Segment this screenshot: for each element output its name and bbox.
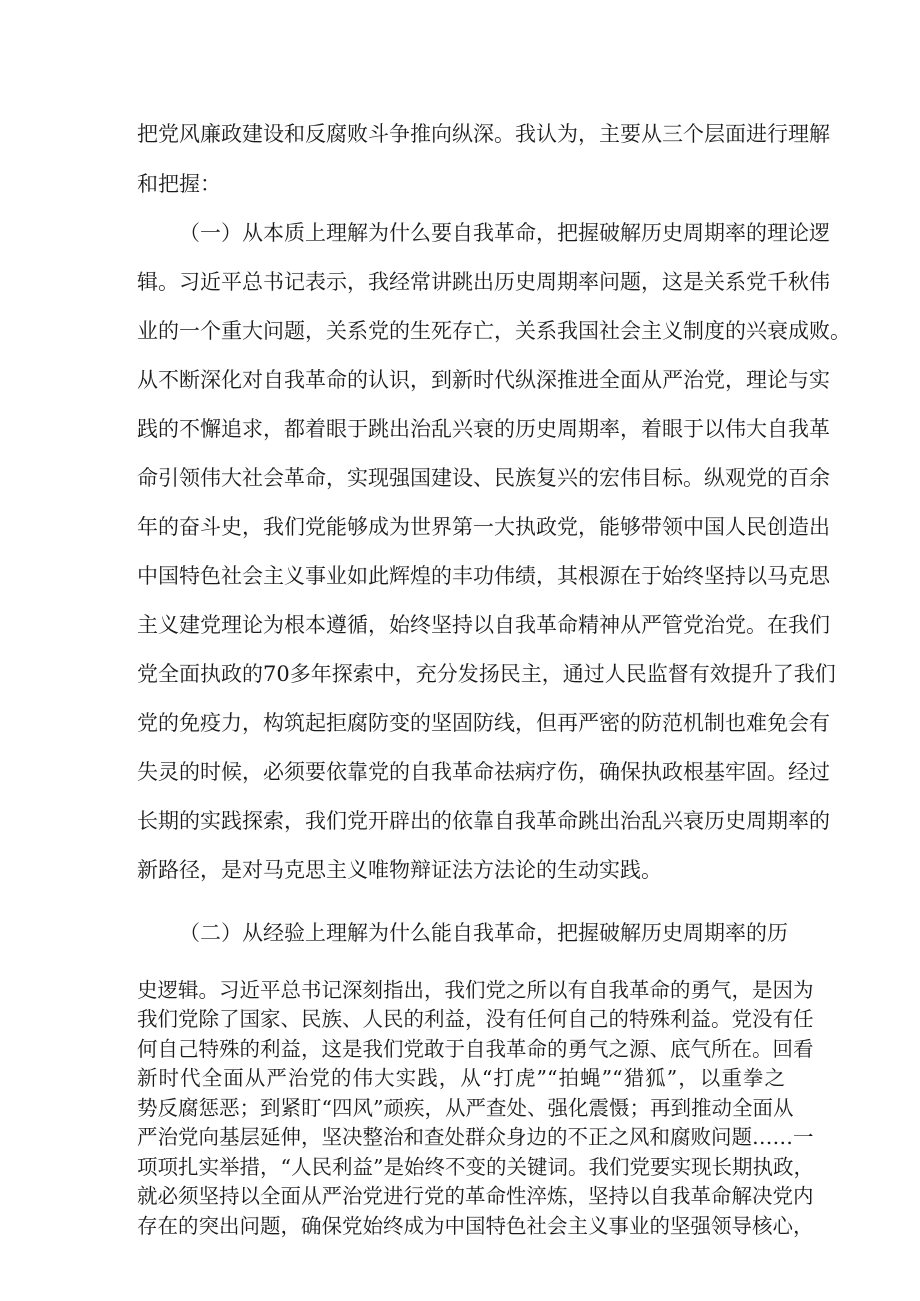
text-line: 党的免疫力，构筑起拒腐防变的坚固防线，但再严密的防范机制也难免会有 xyxy=(137,711,830,735)
text-line: 新时代全面从严治党的伟大实践，从“打虎”“拍蝇”“猎狐”，以重拳之 xyxy=(137,1066,785,1090)
text-line: 把党风廉政建设和反腐败斗争推向纵深。我认为，主要从三个层面进行理解 xyxy=(137,122,830,146)
text-line: 年的奋斗史，我们党能够成为世界第一大执政党，能够带领中国人民创造出 xyxy=(137,515,830,539)
text-line: 命引领伟大社会革命，实现强国建设、民族复兴的宏伟目标。纵观党的百余 xyxy=(137,466,830,490)
text-line: 中国特色社会主义事业如此辉煌的丰功伟绩，其根源在于始终坚持以马克思 xyxy=(137,564,830,588)
text-line: 从不断深化对自我革命的认识，到新时代纵深推进全面从严治党，理论与实 xyxy=(137,368,830,392)
text-line: 践的不懈追求，都着眼于跳出治乱兴衰的历史周期率，着眼于以伟大自我革 xyxy=(137,417,830,441)
text-line: （一）从本质上理解为什么要自我革命，把握破解历史周期率的理论逻 xyxy=(179,221,830,245)
text-line: 党全面执政的70多年探索中，充分发扬民主，通过人民监督有效提升了我们 xyxy=(137,662,836,686)
text-line: 业的一个重大问题，关系党的生死存亡，关系我国社会主义制度的兴衰成败。 xyxy=(137,319,851,343)
text-line: 主义建党理论为根本遵循，始终坚持以自我革命精神从严管党治党。在我们 xyxy=(137,613,830,637)
text-line: 新路径，是对马克思主义唯物辩证法方法论的生动实践。 xyxy=(137,858,662,882)
text-line: 和把握： xyxy=(137,172,221,196)
text-line: 项项扎实举措，“人民利益”是始终不变的关键词。我们党要实现长期执政， xyxy=(137,1155,814,1179)
text-line: 失灵的时候，必须要依靠党的自我革命祛病疗伤，确保执政根基牢固。经过 xyxy=(137,760,830,784)
text-line: 长期的实践探索，我们党开辟出的依靠自我革命跳出治乱兴衰历史周期率的 xyxy=(137,809,830,833)
text-line: 辑。习近平总书记表示，我经常讲跳出历史周期率问题，这是关系党千秋伟 xyxy=(137,270,830,294)
text-line: 势反腐惩恶；到紧盯“四风”顽疾，从严查处、强化震慑；再到推动全面从 xyxy=(137,1096,794,1120)
text-line: 史逻辑。习近平总书记深刻指出，我们党之所以有自我革命的勇气，是因为 xyxy=(137,978,814,1002)
text-line: 就必须坚持以全面从严治党进行党的革命性淬炼，坚持以自我革命解决党内 xyxy=(137,1184,814,1208)
text-line: 我们党除了国家、民族、人民的利益，没有任何自己的特殊利益。党没有任 xyxy=(137,1007,814,1031)
text-line: 存在的突出问题，确保党始终成为中国特色社会主义事业的坚强领导核心， xyxy=(137,1214,814,1238)
text-line: （二）从经验上理解为什么能自我革命，把握破解历史周期率的历 xyxy=(179,921,788,945)
text-line: 严治党向基层延伸，坚决整治和查处群众身边的不正之风和腐败问题……一 xyxy=(137,1125,814,1149)
text-line: 何自己特殊的利益，这是我们党敢于自我革命的勇气之源、底气所在。回看 xyxy=(137,1037,814,1061)
